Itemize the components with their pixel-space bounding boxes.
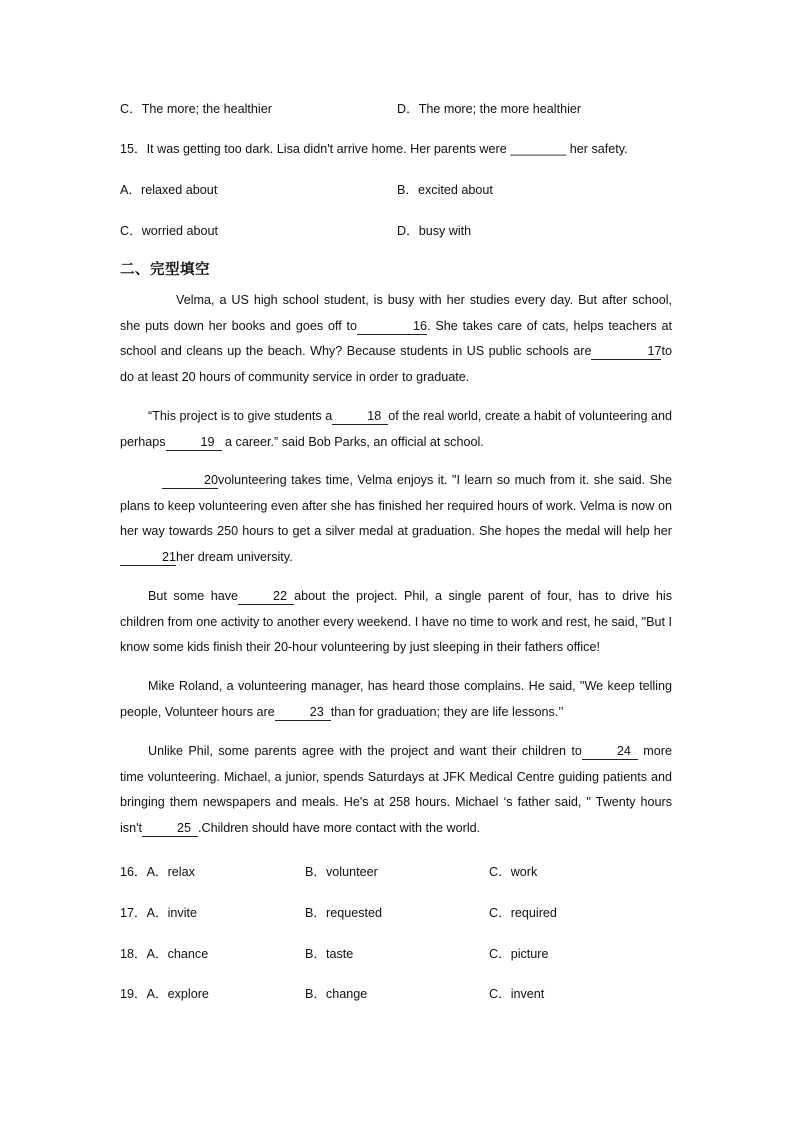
q15-option-c: C．worried about bbox=[120, 224, 218, 238]
q17-option-b: B．requested bbox=[305, 906, 383, 920]
blank-23: 23 bbox=[275, 705, 331, 721]
p2-text-2: of the real world, create a habit of volunteering and perhaps bbox=[120, 409, 673, 449]
passage-paragraph-3 bbox=[120, 468, 672, 570]
blank-18: 18 bbox=[332, 409, 388, 425]
q15-blank: ________ bbox=[510, 142, 567, 156]
q17-option-c: C．required bbox=[489, 906, 557, 920]
q19-option-b: B．change bbox=[305, 987, 368, 1001]
blank-22: 22 bbox=[238, 589, 294, 605]
q19-option-c: C．invent bbox=[489, 987, 545, 1001]
passage-paragraph-1 bbox=[120, 288, 672, 390]
q15-option-d: D．busy with bbox=[397, 224, 472, 238]
p6-text-3: .Children should have more contact with the world. bbox=[198, 820, 481, 835]
p1-text-2: . She takes care of cats, helps teachers at school and cleans up the beach. Why? Because students in US public schools are bbox=[120, 318, 672, 359]
passage-paragraph-6 bbox=[120, 739, 672, 841]
p6-text-2: more time volunteering. Michael, a junior, spends Saturdays at JFK Medical Centre guiding patients and bringing them newspapers and meals. He's at 258 hours. Michael ‘s father said, " Twenty hours isn't bbox=[120, 744, 672, 835]
q16-option-a: 16．A．relax bbox=[120, 865, 195, 879]
blank-17: 17 bbox=[591, 344, 661, 360]
q14-option-c: C．The more; the healthier bbox=[120, 102, 272, 116]
section-title: 二、完型填空 bbox=[120, 262, 210, 278]
passage-paragraph-2 bbox=[120, 404, 672, 455]
p4-text-2: about the project. Phil, a single parent of four, has to drive his children from one activity to another every weekend. I have no time to work and rest, he said, "But I know some kids finish their 20-hour volunteering by just sleeping in their fathers office! bbox=[120, 589, 672, 655]
q19-option-a: 19．A．explore bbox=[120, 987, 209, 1001]
q16-option-c: C．work bbox=[489, 865, 538, 879]
q15-option-b: B．excited about bbox=[397, 183, 493, 197]
q15-option-a: A．relaxed about bbox=[120, 183, 218, 197]
p2-text-3: a career.” said Bob Parks, an official at school. bbox=[221, 434, 484, 449]
q16-option-b: B．volunteer bbox=[305, 865, 378, 879]
p3-text-1: volunteering takes time, Velma enjoys it. "I learn so much from it. she said. She plans to keep volunteering even after she has finished her required hours of work. Velma is now on her way towards 250 hours to get a silver medal at graduation. She hopes the medal will help her bbox=[120, 473, 672, 539]
blank-16: 16 bbox=[357, 319, 427, 335]
p5-text-2: than for graduation; they are life lessons.’’ bbox=[330, 704, 564, 719]
q18-option-a: 18．A．chance bbox=[120, 947, 209, 961]
p1-text-1: Velma, a US high school student, is busy with her studies every day. But after school, she puts down her books and goes off to bbox=[120, 293, 672, 333]
passage-paragraph-4 bbox=[120, 584, 672, 661]
blank-19: 19 bbox=[166, 435, 222, 451]
passage-paragraph-5 bbox=[120, 674, 672, 725]
p5-text-1: Mike Roland, a volunteering manager, has heard those complains. He said, "We keep telling people, Volunteer hours are bbox=[120, 679, 672, 719]
p1-text-3: to do at least 20 hours of community service in order to graduate. bbox=[120, 344, 672, 384]
blank-21: 21 bbox=[120, 550, 176, 566]
blank-20: 20 bbox=[162, 473, 218, 489]
p6-text-1: Unlike Phil, some parents agree with the project and want their children to bbox=[148, 744, 582, 758]
q17-option-a: 17．A．invite bbox=[120, 906, 197, 920]
p3-text-2: her dream university. bbox=[176, 549, 293, 564]
q18-option-c: C．picture bbox=[489, 947, 549, 961]
p4-text-1: But some have bbox=[148, 589, 239, 603]
q15-stem bbox=[120, 138, 628, 157]
q15-stem-before: 15．It was getting too dark. Lisa didn't arrive home. Her parents were bbox=[120, 142, 511, 156]
q15-stem-after: her safety. bbox=[566, 142, 628, 156]
q14-option-d: D．The more; the more healthier bbox=[397, 102, 582, 116]
blank-25: 25 bbox=[142, 821, 198, 837]
p2-text-1: “This project is to give students a bbox=[148, 409, 333, 423]
blank-24: 24 bbox=[582, 744, 638, 760]
q18-option-b: B．taste bbox=[305, 947, 354, 961]
